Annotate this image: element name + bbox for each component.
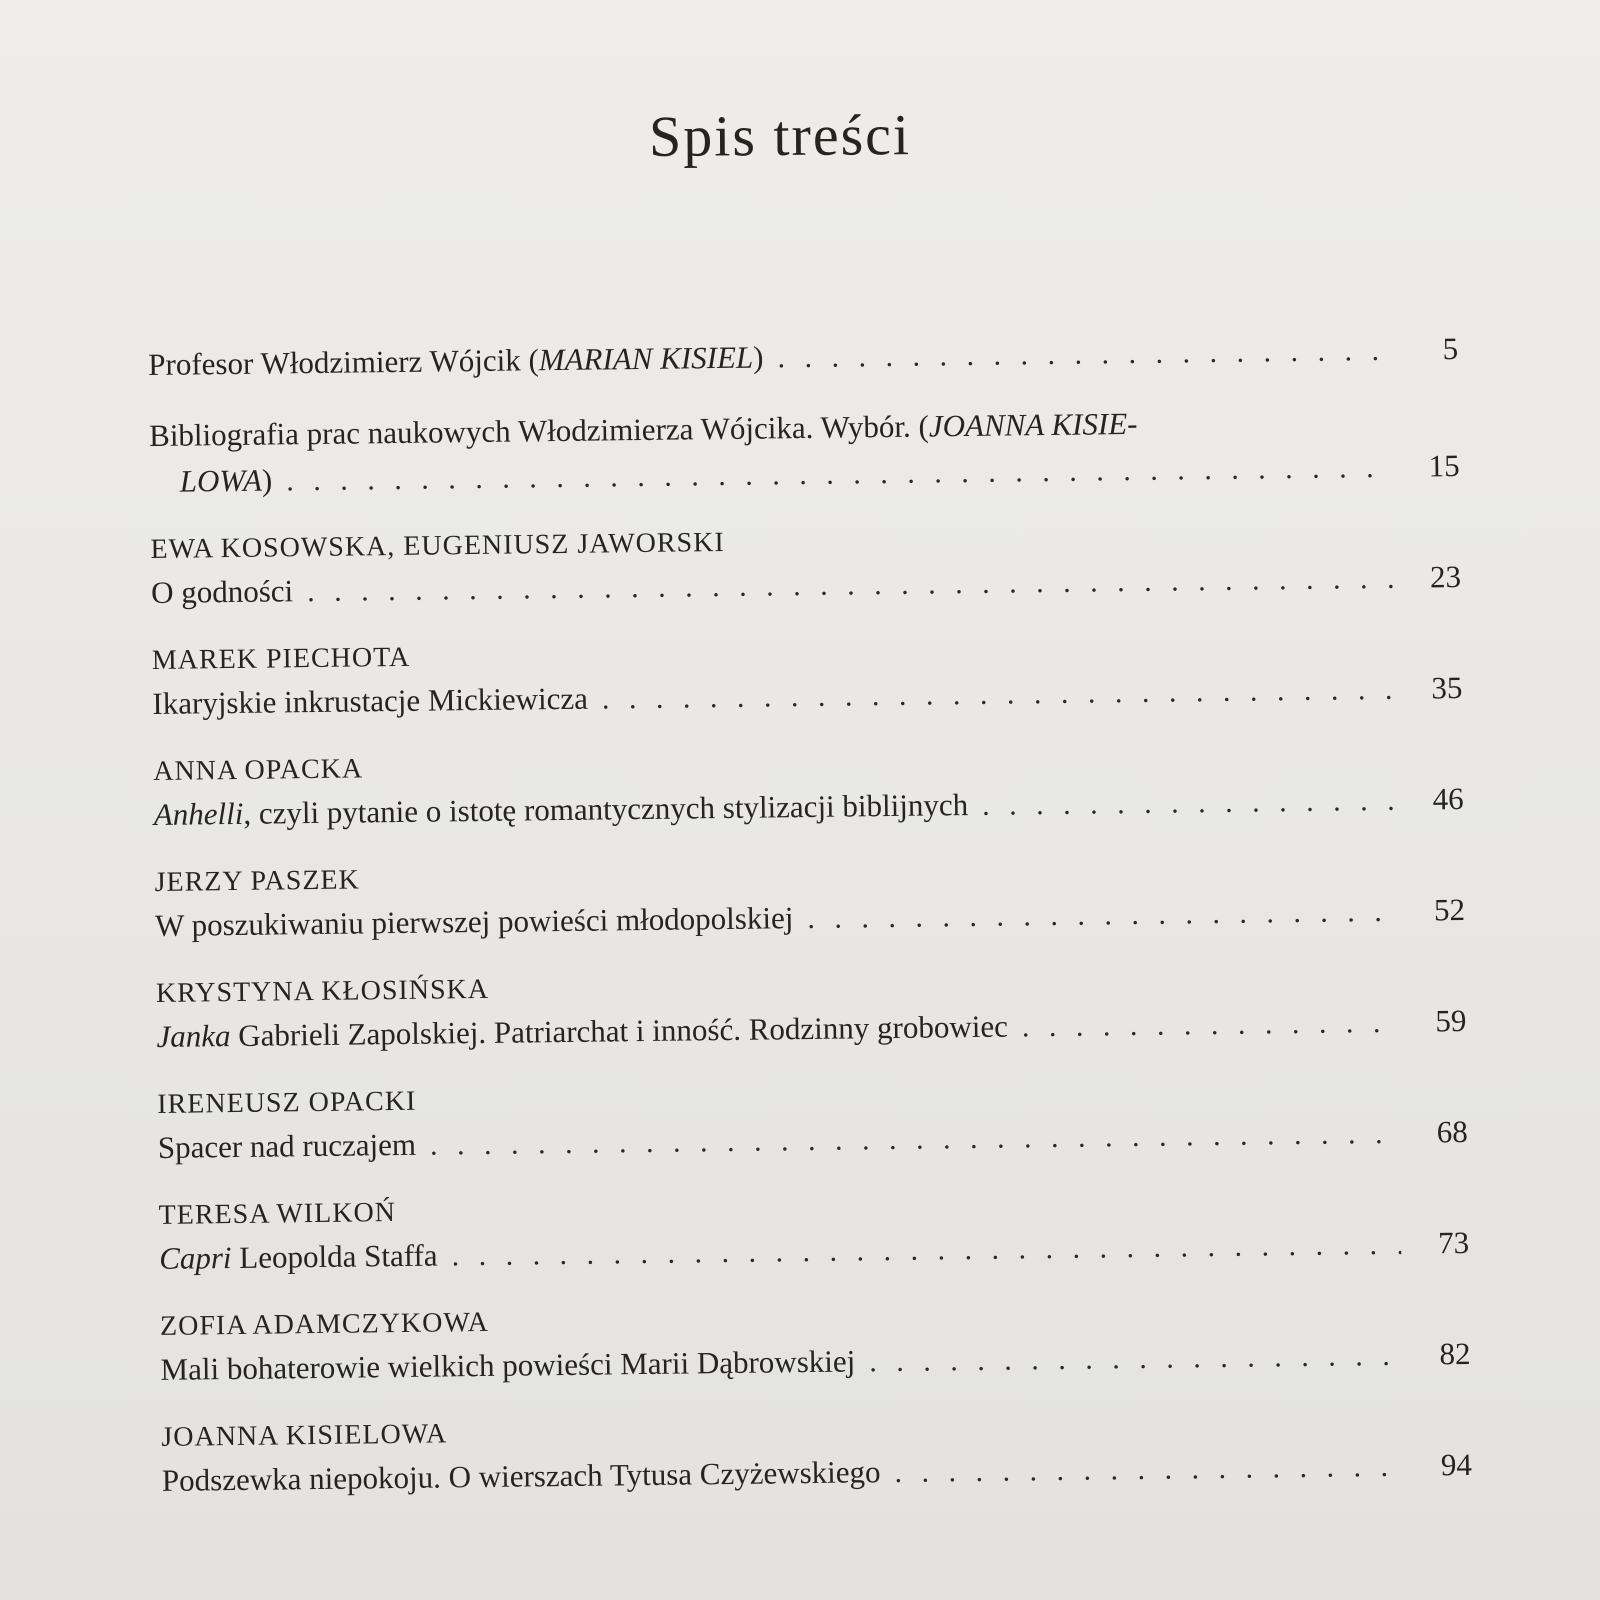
entry-author-italic: MARIAN KISIEL [538,339,754,378]
entry-title: Spacer nad ruczajem [157,1126,417,1165]
page-number: 59 [1435,1002,1467,1039]
table-of-contents [148,326,1472,1529]
leader-dots [451,1222,1401,1280]
toc-entry [153,736,1464,838]
entry-title: W poszukiwaniu pierwszej powieści młodopolskiej [154,900,794,943]
page-number: 23 [1429,558,1462,595]
page-number: 46 [1432,780,1464,817]
page-number: 94 [1440,1446,1473,1483]
entry-author: JOANNA KISIELOWA [161,1418,448,1453]
toc-entry [158,1180,1469,1282]
page-number: 68 [1436,1113,1468,1150]
leader-dots [894,1444,1404,1496]
toc-line [148,326,1458,388]
leader-dots [430,1111,1400,1169]
entry-author: JERZY PASZEK [154,864,360,898]
entry-author: ZOFIA ADAMCZYKOWA [159,1306,490,1342]
entry-author: EWA KOSOWSKA, EUGENIUSZ JAWORSKI [150,526,725,565]
entry-title-line-2: LOWA) [179,462,273,499]
leader-dots [869,1333,1403,1386]
leader-dots [1022,1000,1399,1051]
entry-author: ANNA OPACKA [153,753,364,787]
toc-entry [148,326,1458,388]
entry-author: TERESA WILKOŃ [158,1197,397,1231]
toc-entry [154,847,1465,949]
page-number: 5 [1442,330,1459,367]
entry-title-line-1: Bibliografia prac naukowych Włodzimierza Wójcika. Wybór. (JOANNA KISIE- [148,405,1138,453]
leader-dots [982,778,1396,829]
leader-dots [807,889,1397,942]
entry-title: Profesor Włodzimierz Wójcik (MARIAN KISIEL) [148,339,764,382]
entry-title: Podszewka niepokoju. O wierszach Tytusa Czyżewskiego [161,1454,881,1498]
toc-entry [152,625,1463,727]
entry-title: Janka Gabrieli Zapolskiej. Patriarchat i inność. Rodzinny grobowiec [156,1008,1009,1054]
entry-author: IRENEUSZ OPACKI [157,1085,417,1120]
toc-entry [150,514,1461,616]
leader-dots [777,328,1390,381]
toc-entry [161,1402,1472,1504]
entry-author: KRYSTYNA KŁOSIŃSKA [155,973,490,1009]
entry-author: MAREK PIECHOTA [151,641,411,676]
toc-entry [160,1291,1471,1393]
entry-title: O godności [150,573,294,610]
entry-title: Ikaryjskie inkrustacje Mickiewicza [152,680,589,721]
entry-title: Mali bohaterowie wielkich powieści Marii Dąbrowskiej [160,1343,856,1387]
page-title: Spis treści [648,102,912,169]
toc-entry [149,397,1460,505]
page-number: 82 [1439,1335,1471,1372]
page-number: 73 [1437,1224,1470,1261]
page-number: 15 [1428,447,1460,484]
page-number: 35 [1431,669,1463,706]
leader-dots [602,667,1395,723]
entry-title: Anhelli, czyli pytanie o istotę romantycznych stylizacji biblijnych [153,787,969,832]
toc-entry [156,958,1467,1060]
entry-title: Capri Leopolda Staffa [158,1237,438,1276]
page-number: 52 [1433,891,1466,928]
toc-entry [157,1069,1468,1171]
